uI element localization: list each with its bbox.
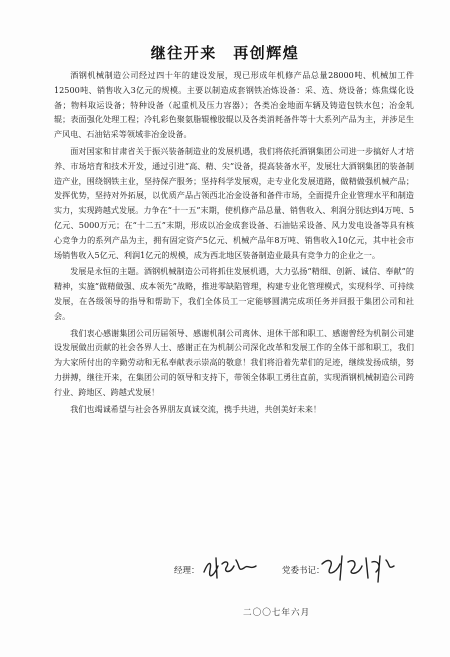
secretary-label: 党委书记： — [282, 566, 325, 576]
paragraph-3: 发展是永恒的主题。酒钢机械制造公司将抓住发展机遇，大力弘扬“精细、创新、诚信、奉献”的精神，实施“做精做强、成本领先”战略，推进零缺陷管理，构建专业化管理模式，实现科学、可持续发展，在各级领导的指导和帮助下，我们全体员工一定能够圆满完成项任务并回报于集团公司和社会。 — [54, 266, 414, 321]
paragraph-2: 面对国家和甘肃省关于振兴装备制造业的发展机遇，我们将依托酒钢集团公司进一步搞好人才培养、市场培育和技术开发，通过引进“高、精、尖”设备，提高装备水平，发展壮大酒钢集团的装备制造产业，围绕钢铁主业，坚持保产服务；坚持科学发展观，走专业化发展道路，做精做强机械产品；发挥优势，坚持对外拓展，以优质产品占领西北冶金设备和备件市场，全面提升企业管理水平和制造实力，实现跨越式发展。力争在“十一五”末期，使机修产品总量、销售收入、利润分别达到4万吨、5亿元、5000万元；在“十二五”末期，形成以冶金成套设备、石油钻采设备、风力发电设备等具有核心竞争力的系列产品为主，拥有固定资产5亿元、机械产品年8万吨、销售收入10亿元，其中社会市场销售收入5亿元、利润1亿元的规模，成为西北地区装备制造业最具有竞争力的企业之一。 — [54, 145, 414, 260]
manager-label: 经理： — [174, 566, 200, 576]
paragraph-4: 我们衷心感谢集团公司历届领导、感谢机制公司离休、退休干部和职工、感谢曾经为机制公司建设发展做出贡献的社会各界人士、感谢正在为机制公司深化改革和发展工作的全体干部和职工，我们为大家所付出的辛勤劳动和无私奉献表示崇高的敬意！我们将沿着先辈们的足迹，继续发扬成绩，努力拼搏，继往开来，在集团公司的领导和支持下，带领全体职工勇往直前，实现酒钢机械制造公司跨行业、跨地区、跨越式发展！ — [54, 327, 414, 397]
document-body — [54, 68, 414, 416]
paragraph-1: 酒钢机械制造公司经过四十年的建设发展，现已形成年机修产品总量28000吨、机械加工件12500吨、销售收入3亿元的规模。主要以制造成套钢铁冶炼设备：采、选、烧设备；炼焦煤化设备；物料取运设备；特种设备（起重机及压力容器）；各类冶金地面车辆及铸造包铁水包；冶金轧辊；表面强化处理工程；冷轧彩色聚氨脂辊橡胶辊以及各类消耗备件等十大系列产品为主，并涉足生产风电、石油钻采等领域非冶金设备。 — [54, 70, 414, 140]
signature-block — [0, 552, 450, 584]
document-date: 二〇〇七年六月 — [243, 608, 311, 618]
secretary-signature-image — [318, 552, 398, 584]
paragraph-5: 我们也竭诚希望与社会各界朋友真诚交流，携手共进，共创美好未来！ — [70, 403, 322, 414]
manager-signature-image — [200, 552, 260, 582]
document-title: 继往开来 再创辉煌 — [150, 44, 300, 62]
